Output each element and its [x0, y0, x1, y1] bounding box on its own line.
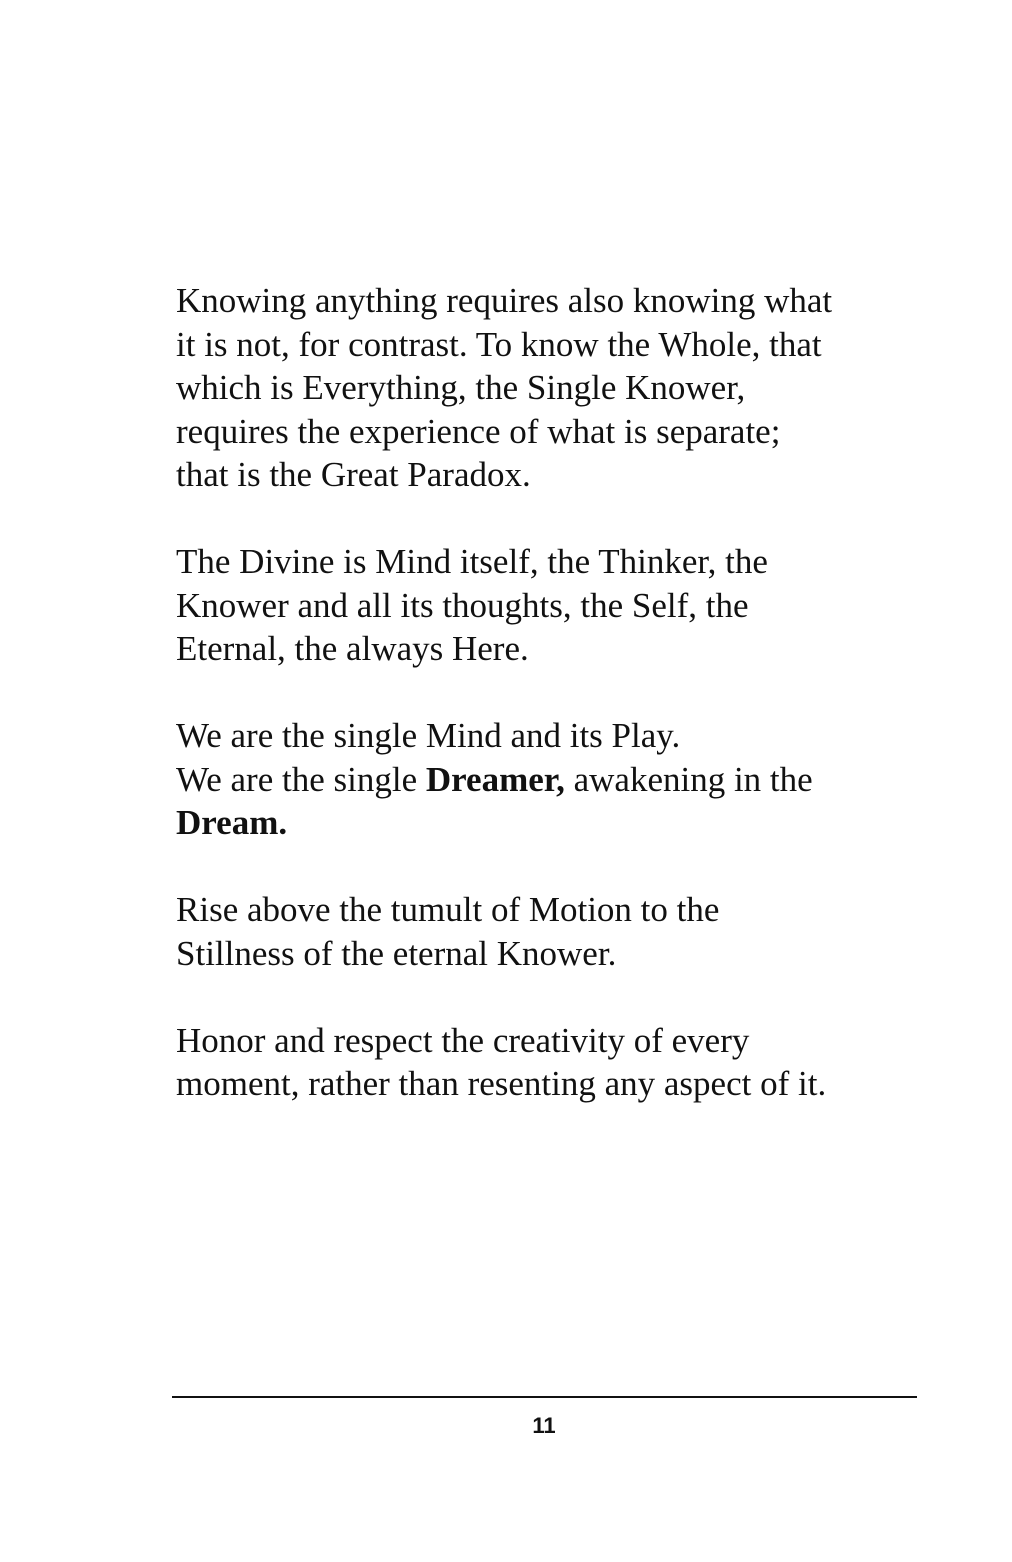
text-line: moment, rather than resenting any aspect of it. — [176, 1064, 827, 1103]
text-line: The Divine is Mind itself, the Thinker, the — [176, 542, 768, 581]
text-line: We are the single Mind and its Play. — [176, 716, 681, 755]
text-line: requires the experience of what is separate; — [176, 411, 781, 451]
text-line: that is the Great Paradox. — [176, 455, 531, 494]
body-text — [176, 279, 936, 1149]
paragraph-divine-mind — [176, 540, 936, 671]
text-line: it is not, for contrast. To know the Whole, that — [176, 324, 822, 364]
paragraph-single-dreamer — [176, 714, 936, 845]
page-number: 11 — [532, 1413, 556, 1438]
text-run: We are the single — [176, 759, 426, 799]
text-line — [176, 758, 936, 802]
paragraph-honor-creativity — [176, 1019, 936, 1106]
text-line: Stillness of the eternal Knower. — [176, 933, 617, 973]
bold-text-dreamer: Dreamer, — [425, 759, 565, 799]
paragraph-great-paradox — [176, 279, 936, 497]
paragraph-stillness — [176, 888, 936, 975]
footer-divider — [172, 1396, 917, 1398]
text-run: awakening in the — [564, 759, 813, 799]
text-line: Honor and respect the creativity of every — [176, 1020, 750, 1060]
text-line: Eternal, the always Here. — [176, 629, 529, 668]
text-line: Knower and all its thoughts, the Self, the — [176, 585, 749, 625]
text-line: Rise above the tumult of Motion to the — [176, 890, 720, 929]
text-line: Knowing anything requires also knowing what — [176, 281, 833, 320]
bold-text-dream: Dream. — [176, 803, 288, 842]
text-line: which is Everything, the Single Knower, — [176, 368, 746, 407]
